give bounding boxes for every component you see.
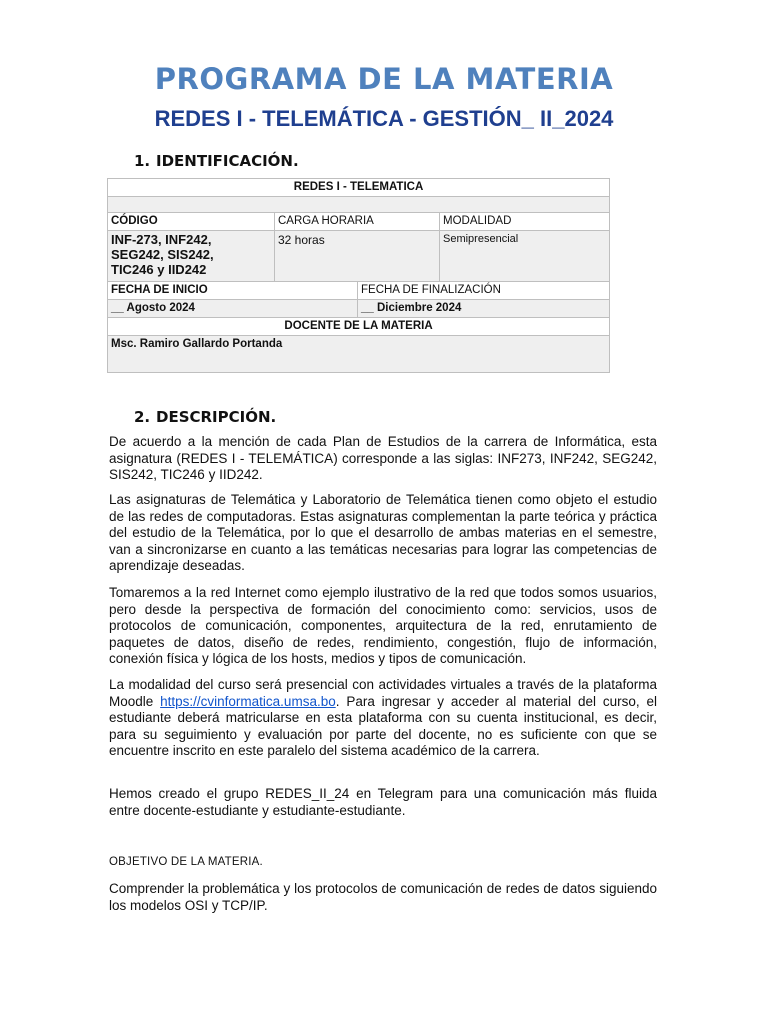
fecha-fin-label: FECHA DE FINALIZACIÓN: [358, 282, 610, 300]
course-name-cell: REDES I - TELEMATICA: [108, 179, 610, 197]
docente-value: Msc. Ramiro Gallardo Portanda: [108, 336, 610, 373]
section-number: 1.: [134, 152, 151, 170]
description-paragraph-4: [109, 677, 657, 760]
table-row: [108, 318, 610, 336]
document-title: PROGRAMA DE LA MATERIA: [154, 62, 614, 96]
table-row: [108, 300, 610, 318]
description-paragraph-5: Hemos creado el grupo REDES_II_24 en Telegram para una comunicación más fluida entre docente-estudiante y estudiante-estudiante.: [109, 786, 657, 818]
moodle-link[interactable]: https://cvinformatica.umsa.bo: [160, 693, 336, 709]
fecha-fin-value: __ Diciembre 2024: [358, 300, 610, 318]
docente-label: DOCENTE DE LA MATERIA: [108, 318, 610, 336]
objective-text: Comprender la problemática y los protocolos de comunicación de redes de datos siguiendo los modelos OSI y TCP/IP.: [109, 881, 657, 913]
document-subtitle: REDES I - TELEMÁTICA - GESTIÓN_ II_2024: [154, 106, 614, 131]
codigo-line: SEG242, SIS242,: [111, 247, 214, 262]
table-row: [108, 213, 610, 231]
section-identificacion-heading: [134, 152, 299, 170]
objective-heading: OBJETIVO DE LA MATERIA.: [109, 856, 263, 868]
section-number: 2.: [134, 408, 151, 426]
table-row: [108, 197, 610, 213]
identification-table: [107, 178, 610, 373]
codigo-value: [108, 231, 275, 282]
empty-cell: [108, 197, 610, 213]
description-paragraph-2: Las asignaturas de Telemática y Laboratorio de Telemática tienen como objeto el estudio de las redes de computadoras. Estas asignaturas complementan la parte teórica y práctica del estudio de la Telemática, por lo que el desarrollo de ambas materias en el semestre, van a sincronizarse en cuanto a las temáticas necesarias para lograr las competencias de aprendizaje deseadas.: [109, 492, 657, 573]
paragraph-text: La modalidad del curso será presencial con actividades virtuales a través de la plataforma Moodle: [109, 677, 657, 709]
carga-horaria-value: 32 horas: [275, 231, 440, 282]
codigo-line: TIC246 y IID242: [111, 262, 207, 277]
description-paragraph-3: Tomaremos a la red Internet como ejemplo ilustrativo de la red que todos somos usuarios, pero desde la perspectiva de formación del conocimiento como: servicios, usos de protocolos de comunicación, componentes, arquitectura de la red, enrutamiento de paquetes de datos, diseño de redes, rendimiento, congestión, flujo de información, conexión física y lógica de los hosts, medios y tipos de comunicación.: [109, 585, 657, 666]
table-row: [108, 336, 610, 373]
carga-horaria-label: CARGA HORARIA: [275, 213, 440, 231]
section-title: IDENTIFICACIÓN.: [156, 152, 299, 170]
modalidad-value: Semipresencial: [440, 231, 610, 282]
table-row: [108, 282, 610, 300]
table-row: [108, 231, 610, 282]
codigo-label: CÓDIGO: [108, 213, 275, 231]
codigo-line: INF-273, INF242,: [111, 232, 212, 247]
modalidad-label: MODALIDAD: [440, 213, 610, 231]
fecha-inicio-label: FECHA DE INICIO: [108, 282, 358, 300]
description-paragraph-1: De acuerdo a la mención de cada Plan de Estudios de la carrera de Informática, esta asignatura (REDES I - TELEMÁTICA) corresponde a las siglas: INF273, INF242, SEG242, SIS242, TIC246 y IID242.: [109, 434, 657, 482]
paragraph-text: . Para ingresar y acceder al material del curso, el estudiante deberá matricularse en esta plataforma con su cuenta institucional, es decir, para su seguimiento y evaluación por parte del docente, no es suficiente con que se encuentre inscrito en este paralelo del sistema académico de la carrera.: [109, 693, 657, 758]
table-row: [108, 179, 610, 197]
section-descripcion-heading: [134, 408, 276, 426]
section-title: DESCRIPCIÓN.: [156, 408, 277, 426]
fecha-inicio-value: __ Agosto 2024: [108, 300, 358, 318]
